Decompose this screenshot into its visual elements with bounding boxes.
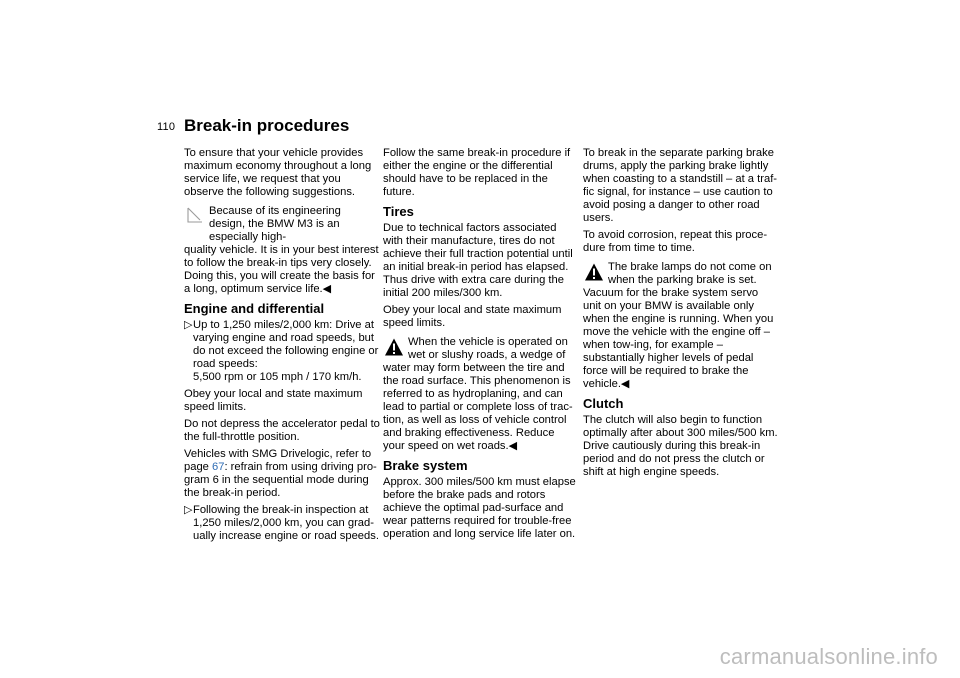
follow-paragraph: Follow the same break-in procedure if either the engine or the differential should have to be replaced in the future. xyxy=(383,147,571,198)
list-item xyxy=(184,504,380,543)
tip-note xyxy=(184,205,380,296)
heading-clutch: Clutch xyxy=(583,396,624,411)
speed-limits-paragraph: Obey your local and state maximum speed limits. xyxy=(184,388,363,413)
heading-tires: Tires xyxy=(383,204,414,219)
list-item xyxy=(184,319,380,384)
bullet-text: Following the break-in inspection at 1,250 miles/2,000 km, you can grad-ually increase engine or road speeds. xyxy=(193,504,379,542)
warning-rest: water may form between the tire and the road surface. This phenomenon is referred to as hydroplaning, and can lead to partial or complete loss of trac-tion, as well as loss of vehicle control and braking effectiveness. Reduce your speed on wet roads.◀ xyxy=(383,362,573,452)
smg-paragraph xyxy=(184,448,380,500)
parking-brake-paragraph: To break in the separate parking brake drums, apply the parking brake lightly when coasting to a standstill – at a traf-fic signal, for instance – use caution to avoid posing a danger to other road users. xyxy=(583,147,778,224)
warning-triangle-icon xyxy=(584,262,604,282)
intro-paragraph: To ensure that your vehicle provides maximum economy throughout a long service life, we request that you observe the following suggestions. xyxy=(184,147,372,198)
watermark: carmanualsonline.info xyxy=(719,644,938,669)
tip-arrow-icon xyxy=(185,206,205,226)
corrosion-paragraph: To avoid corrosion, repeat this proce-dure from time to time. xyxy=(583,229,768,254)
throttle-paragraph: Do not depress the accelerator pedal to the full-throttle position. xyxy=(184,418,380,443)
column-3 xyxy=(583,147,779,483)
warning-triangle-icon xyxy=(384,337,404,357)
heading-engine-differential: Engine and differential xyxy=(184,301,325,316)
page-title: Break-in procedures xyxy=(184,116,350,135)
tires-paragraph: Due to technical factors associated with their manufacture, tires do not achieve their full traction potential until an initial break-in period has elapsed. Thus drive with extra care during the initial 200 miles/300 km. xyxy=(383,222,573,299)
page-number: 110 xyxy=(157,121,176,133)
bullet-marker: ▷ xyxy=(184,319,193,331)
clutch-paragraph: The clutch will also begin to function optimally after about 300 miles/500 km. Drive cautiously during this break-in period and do not press the clutch or shift at high engine speeds. xyxy=(583,414,778,478)
smg-text-before: Vehicles with SMG Drivelogic, refer to page xyxy=(184,448,372,473)
column-1 xyxy=(184,147,380,547)
warning-first-lines: When the vehicle is operated on wet or slushy roads, a wedge of xyxy=(408,336,568,361)
warning-first-lines: The brake lamps do not come on when the parking brake is set. xyxy=(608,261,772,286)
page-link[interactable]: 67 xyxy=(212,461,225,473)
column-2 xyxy=(383,147,579,545)
brake-paragraph: Approx. 300 miles/500 km must elapse before the brake pads and rotors achieve the optimal pad-surface and wear patterns required for trouble-free operation and long service life later on. xyxy=(383,476,576,540)
bullet-marker: ▷ xyxy=(184,504,193,516)
heading-brake-system: Brake system xyxy=(383,458,468,473)
tip-first-lines: Because of its engineering design, the BMW M3 is an especially high- xyxy=(209,205,341,243)
warning-rest: Vacuum for the brake system servo unit on your BMW is available only when the engine is running. When you move the vehicle with the engine off – when tow-ing, for example – substantially higher levels of pedal force will be required to brake the vehicle.◀ xyxy=(583,287,774,390)
warning-note xyxy=(583,261,779,391)
bullet-text: Up to 1,250 miles/2,000 km: Drive at varying engine and road speeds, but do not exceed the following engine or road speeds: 5,500 rpm or 105 mph / 170 km/h. xyxy=(193,319,379,383)
smg-text-after: : refrain from using driving pro-gram 6 in the sequential mode during the break-in period. xyxy=(184,461,377,499)
tip-rest: quality vehicle. It is in your best interest to follow the break-in tips very closely. Doing this, you will create the basis for a long, optimum service life.◀ xyxy=(184,244,379,295)
warning-note xyxy=(383,336,579,453)
tires-limits-paragraph: Obey your local and state maximum speed limits. xyxy=(383,304,562,329)
